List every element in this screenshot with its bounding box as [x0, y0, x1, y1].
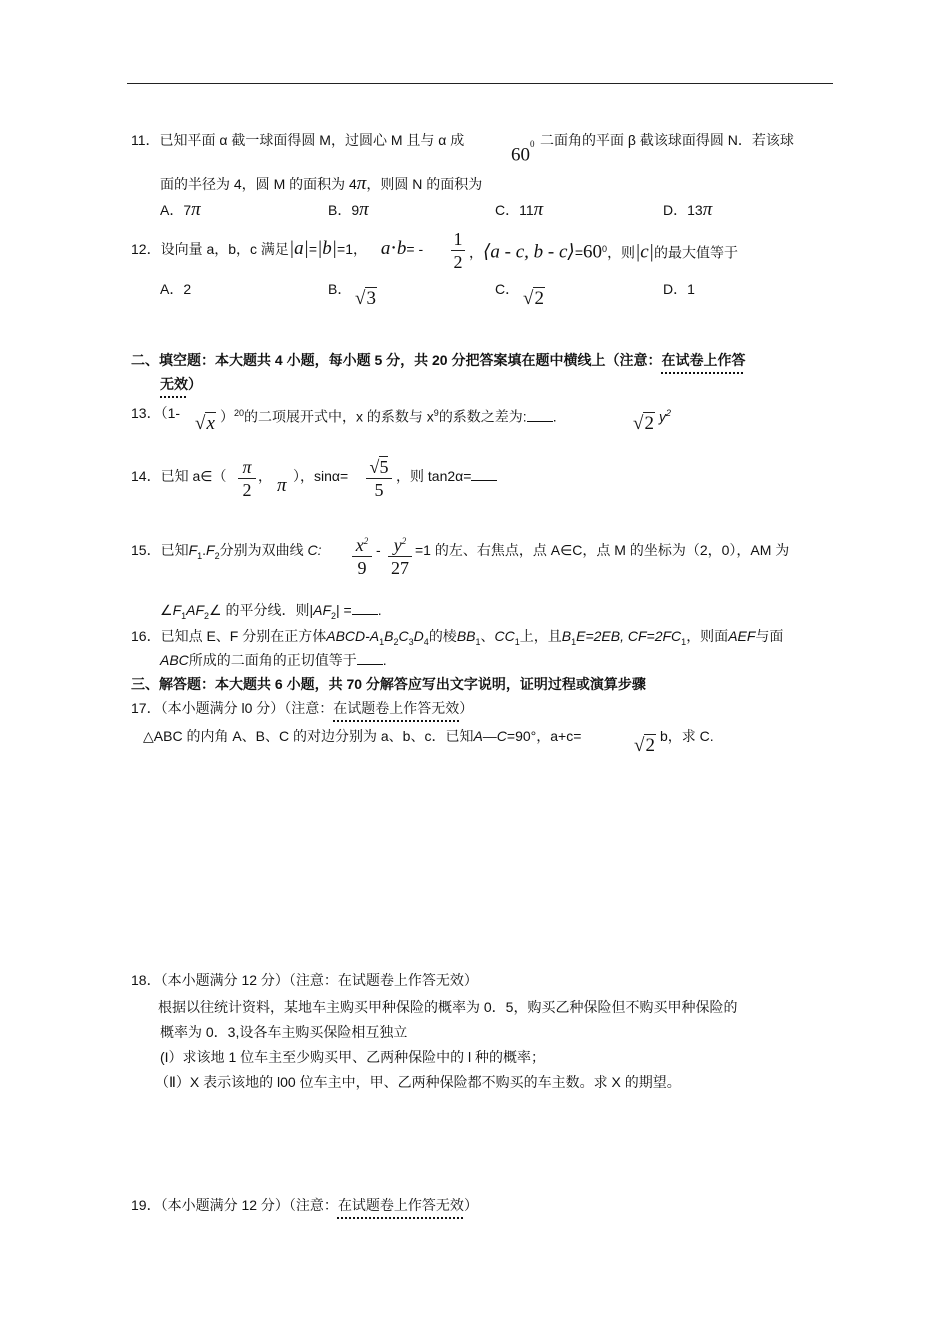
q15-l2-af2: AF	[313, 602, 332, 618]
q11-opt-a-label: A．7	[160, 202, 192, 218]
q15-dot: .	[202, 542, 207, 558]
q15-frac-y-num	[388, 530, 412, 556]
q14-pi	[277, 476, 287, 496]
q15-line1	[131, 540, 322, 566]
q12-angle-val: 60	[583, 241, 603, 263]
q14-mid-text: ），sinα=	[293, 468, 349, 484]
q19-close: ）	[463, 1197, 478, 1213]
section2-tail: ）	[188, 376, 202, 392]
q13-exp: 20	[234, 408, 245, 418]
q12-opt-c-root: √2	[523, 288, 544, 309]
q16-c2: 2	[393, 636, 399, 647]
q11-pi: π	[356, 173, 367, 194]
q15-t2: =1 的左、右焦点，点 A∈C，点 M 的坐标为（2，0），AM 为	[415, 542, 790, 558]
q17-emph: 在试题卷上作答无效	[333, 700, 460, 716]
q12-eq3: = -	[406, 241, 424, 257]
q13-dot: .	[552, 408, 557, 425]
q12-option-b	[328, 279, 351, 299]
q15-x-sq: 2	[363, 536, 369, 546]
q12-lead: 12．设向量 a，b，c 满足	[131, 241, 289, 257]
q15-x: x	[355, 535, 364, 555]
q14-answer-blank[interactable]	[471, 468, 497, 481]
q16-c3: 3	[408, 636, 414, 647]
section2-emph: 在试卷上作答	[661, 352, 746, 368]
q18-p1-text: 根据以往统计资料，某地车主购买甲种保险的概率为 0．5，购买乙种保险但不购买甲种保险的	[158, 999, 738, 1015]
q16-l2-c: .	[382, 652, 387, 668]
q15-l2-b: ∠ 的平分线．则|	[209, 602, 314, 618]
q11-option-a	[160, 200, 201, 220]
q16-b1e-sub: 1	[571, 636, 577, 647]
q15-f2: F	[206, 542, 215, 558]
header-rule	[127, 83, 833, 84]
q15-l2-s2: 2	[204, 610, 210, 621]
q11-opt-b-pi: π	[359, 199, 369, 220]
q13-answer-blank[interactable]	[527, 409, 553, 422]
q16-t1: 的棱	[428, 628, 457, 644]
q18-p4-text: （Ⅱ）X 表示该地的 l00 位车主中，甲、乙两种保险都不购买的车主数。求 X 的期望。	[155, 1074, 681, 1090]
q15-l2-f: F	[172, 602, 182, 618]
q15-l2-d: .	[377, 602, 382, 618]
q16-answer-blank[interactable]	[357, 652, 383, 665]
q15-frac-y-den: 27	[391, 558, 409, 578]
q18-p3	[160, 1047, 545, 1067]
q17-root-arg: 2	[645, 735, 655, 756]
q14-frac1-den: 2	[242, 480, 252, 500]
q17-body3	[660, 726, 714, 746]
q17-head	[131, 698, 473, 718]
q15-answer-blank[interactable]	[352, 602, 378, 615]
section3-title	[131, 674, 646, 694]
q16-cube: ABCD-A	[326, 628, 380, 644]
q13-text: 的二项展开式中，x 的系数与 x	[244, 408, 434, 425]
q15-minus	[376, 540, 381, 560]
section2-title-text: 二、填空题：本大题共 4 小题，每小题 5 分，共 20 分把答案填在题中横线上（注意：	[131, 352, 662, 368]
q14-pi-text: π	[277, 475, 287, 496]
q11-text-a: 11．已知平面 α 截一球面得圆 M，过圆心 M 且与 α 成	[131, 132, 465, 148]
q11-opt-c-pi: π	[533, 199, 544, 220]
q11-angle-deg: 0	[530, 139, 535, 149]
q14-frac1-num: π	[242, 457, 252, 477]
q16-c1: 1	[379, 636, 385, 647]
q14-comma	[258, 466, 272, 486]
section2-title-line2	[160, 374, 202, 394]
q15-t1: 分别为双曲线	[219, 542, 304, 558]
q18-p3-text: (I）求该地 1 位车主至少购买甲、乙两种保险中的 l 种的概率；	[160, 1049, 546, 1065]
q12-option-d	[663, 279, 695, 299]
q16-e2eb: E=2EB, CF=2FC	[576, 628, 682, 644]
q11-line1b	[540, 130, 794, 150]
q16-c: C	[398, 628, 409, 644]
q16-t3: 上，且	[519, 628, 562, 644]
q15-frac-x-num	[352, 530, 372, 556]
q15-c: C:	[307, 542, 322, 558]
q12-option-c	[495, 279, 519, 299]
q12-tail2: 的最大值等于	[653, 244, 738, 261]
q15-f1: F	[188, 542, 198, 558]
q12-line	[131, 239, 423, 259]
q12-eq4: =	[574, 244, 584, 261]
q11-option-c	[495, 200, 543, 220]
q19-emph: 在试题卷上作答无效	[337, 1197, 464, 1213]
q16-abc: ABC	[160, 652, 189, 668]
q11-option-d	[663, 200, 712, 220]
q16-aef: AEF	[728, 628, 756, 644]
q14-frac2-num: √5	[369, 457, 389, 477]
q15-frac-x-den: 9	[357, 558, 367, 578]
q17-expr: A—C	[473, 728, 507, 744]
q15-l2-c: | =	[336, 602, 352, 618]
q14-frac2-den: 5	[374, 480, 384, 500]
q17-head-text: 17．（本小题满分 l0 分）（注意：	[131, 700, 334, 716]
q15-line2	[160, 600, 382, 626]
q12-opt-b-root: √3	[355, 288, 376, 309]
q16-t5: 与面	[755, 628, 784, 644]
q14-lead: 14．已知 a∈（	[131, 468, 227, 484]
q15-l2-af: AF	[186, 602, 205, 618]
q16-line1	[131, 626, 783, 652]
q11-opt-a-pi: π	[191, 199, 201, 220]
q12-opt-b-root-arg: 3	[366, 288, 376, 309]
q16-t2: 、	[480, 628, 495, 644]
q11-line1	[131, 130, 464, 150]
q17-body3-text: b，求 C.	[660, 728, 714, 744]
q12-angle-expr: ⟨a - c, b - c⟩	[483, 241, 575, 263]
q15-f1-sub: 1	[197, 550, 203, 561]
q18-head-text: 18．（本小题满分 12 分）（注意：在试题卷上作答无效）	[131, 972, 478, 988]
q12-dot-product: a⋅b	[380, 238, 407, 259]
q13-text2: 的系数之差为:	[438, 408, 527, 425]
q15-line1b	[415, 540, 789, 560]
q11-opt-d-label: D．13	[663, 202, 703, 218]
q12-fraction	[451, 228, 465, 273]
q13-stray-root-arg: 2	[644, 413, 654, 434]
q14-frac1	[238, 456, 256, 501]
q19-head-text: 19．（本小题满分 12 分）（注意：	[131, 1197, 338, 1213]
q17-close: ）	[459, 700, 474, 716]
q12-option-a	[160, 279, 191, 299]
q12-abs-b: |b|	[317, 238, 338, 259]
q13-lead: 13．（1-	[131, 405, 181, 421]
q15-lead: 15．已知	[131, 542, 189, 558]
q11-angle	[511, 140, 535, 165]
q14-mid	[293, 466, 348, 486]
q14-tail	[396, 466, 497, 486]
q11-opt-b-label: B．9	[328, 202, 360, 218]
q15-l2-s3: 2	[331, 610, 337, 621]
q11-opt-d-pi: π	[702, 199, 713, 220]
q12-opt-b-label: B．	[328, 281, 352, 297]
q16-d: D	[413, 628, 424, 644]
q11-line2	[160, 174, 482, 194]
q14-frac2-root: 5	[379, 457, 389, 477]
q15-f2-sub: 2	[214, 550, 220, 561]
q13-root-arg: x	[206, 413, 215, 434]
section2-title	[131, 350, 745, 370]
q16-cc-sub: 1	[514, 636, 520, 647]
q13-line	[131, 403, 180, 423]
q15-l2-s1: 1	[181, 610, 187, 621]
q13-stray-y-text: y	[659, 408, 666, 425]
q17-body1: △ABC 的内角 A、B、C 的对边分别为 a、b、c．已知	[143, 728, 474, 744]
q12-line-b	[469, 239, 738, 263]
q14-comma-text: ，	[258, 468, 272, 484]
q15-angle-sym: ∠	[160, 602, 173, 618]
q13-stray-y	[659, 403, 671, 427]
q17-body	[143, 726, 581, 746]
q14-line	[131, 466, 226, 486]
q13-stray-exp: 2	[666, 408, 672, 418]
q11-opt-c-label: C．11	[495, 202, 534, 218]
q15-frac-y	[388, 530, 412, 579]
q18-p4	[155, 1072, 681, 1092]
q15-y-sq: 2	[401, 536, 407, 546]
q16-b: B	[384, 628, 394, 644]
q17-root: √2	[634, 735, 655, 756]
section2-emph-2: 无效	[160, 376, 188, 392]
q18-head	[131, 970, 478, 990]
q12-eq2: =1，	[337, 241, 367, 257]
q16-bb-sub: 1	[475, 636, 481, 647]
q14-frac2	[366, 456, 392, 501]
q19-head	[131, 1195, 478, 1215]
q12-opt-c-label: C．	[495, 281, 520, 297]
q16-b1e: B	[561, 628, 572, 644]
q12-abs-c: |c|	[635, 241, 654, 263]
q13-line-b	[220, 403, 557, 427]
q11-text-b: 二面角的平面 β 截该球面得圆 N．若该球	[540, 132, 794, 148]
q15-minus-text: -	[376, 542, 381, 558]
q16-line2	[160, 650, 387, 670]
q13-paren: ）	[220, 408, 234, 425]
q11-option-b	[328, 200, 369, 220]
q12-opt-d-label: D．1	[663, 281, 695, 297]
q13-root: √x	[195, 413, 215, 434]
q12-frac-den: 2	[453, 252, 463, 272]
q12-frac-num: 1	[453, 229, 463, 249]
q12-opt-a-label: A．2	[160, 281, 192, 297]
q15-y: y	[393, 535, 402, 555]
q16-c4: 4	[423, 636, 429, 647]
q12-angle-deg: 0	[602, 244, 608, 254]
q16-cc: CC	[494, 628, 515, 644]
q16-fc-sub: 1	[681, 636, 687, 647]
q18-p1	[158, 997, 737, 1017]
q16-t4: ，则面	[686, 628, 729, 644]
q13-stray-root: √2	[633, 413, 654, 434]
q14-tail-text: ，则 tan2α=	[396, 468, 472, 484]
q11-text-c: 面的半径为 4，圆 M 的面积为 4	[160, 176, 357, 192]
q16-bb: BB	[456, 628, 476, 644]
q15-frac-x	[352, 530, 372, 579]
q17-body2: =90°，a+c=	[506, 728, 582, 744]
q12-tail1: ，则	[607, 244, 636, 261]
q12-eq1: =	[308, 241, 318, 257]
q11-text-d: ，则圆 N 的面积为	[366, 176, 483, 192]
q12-opt-c-root-arg: 2	[534, 288, 544, 309]
q18-p2-text: 概率为 0．3,设各车主购买保险相互独立	[160, 1024, 408, 1040]
q12-abs-a: |a|	[288, 238, 309, 259]
q11-angle-value: 60	[511, 144, 530, 166]
q12-comma: ，	[469, 244, 483, 261]
q13-exp9: 9	[433, 408, 439, 418]
section3-title-text: 三、解答题：本大题共 6 小题，共 70 分解答应写出文字说明，证明过程或演算步骤	[131, 676, 646, 692]
q18-p2	[160, 1022, 407, 1042]
q16-l2-b: 所成的二面角的正切值等于	[188, 652, 357, 668]
q16-lead: 16．已知点 E、F 分别在正方体	[131, 628, 327, 644]
